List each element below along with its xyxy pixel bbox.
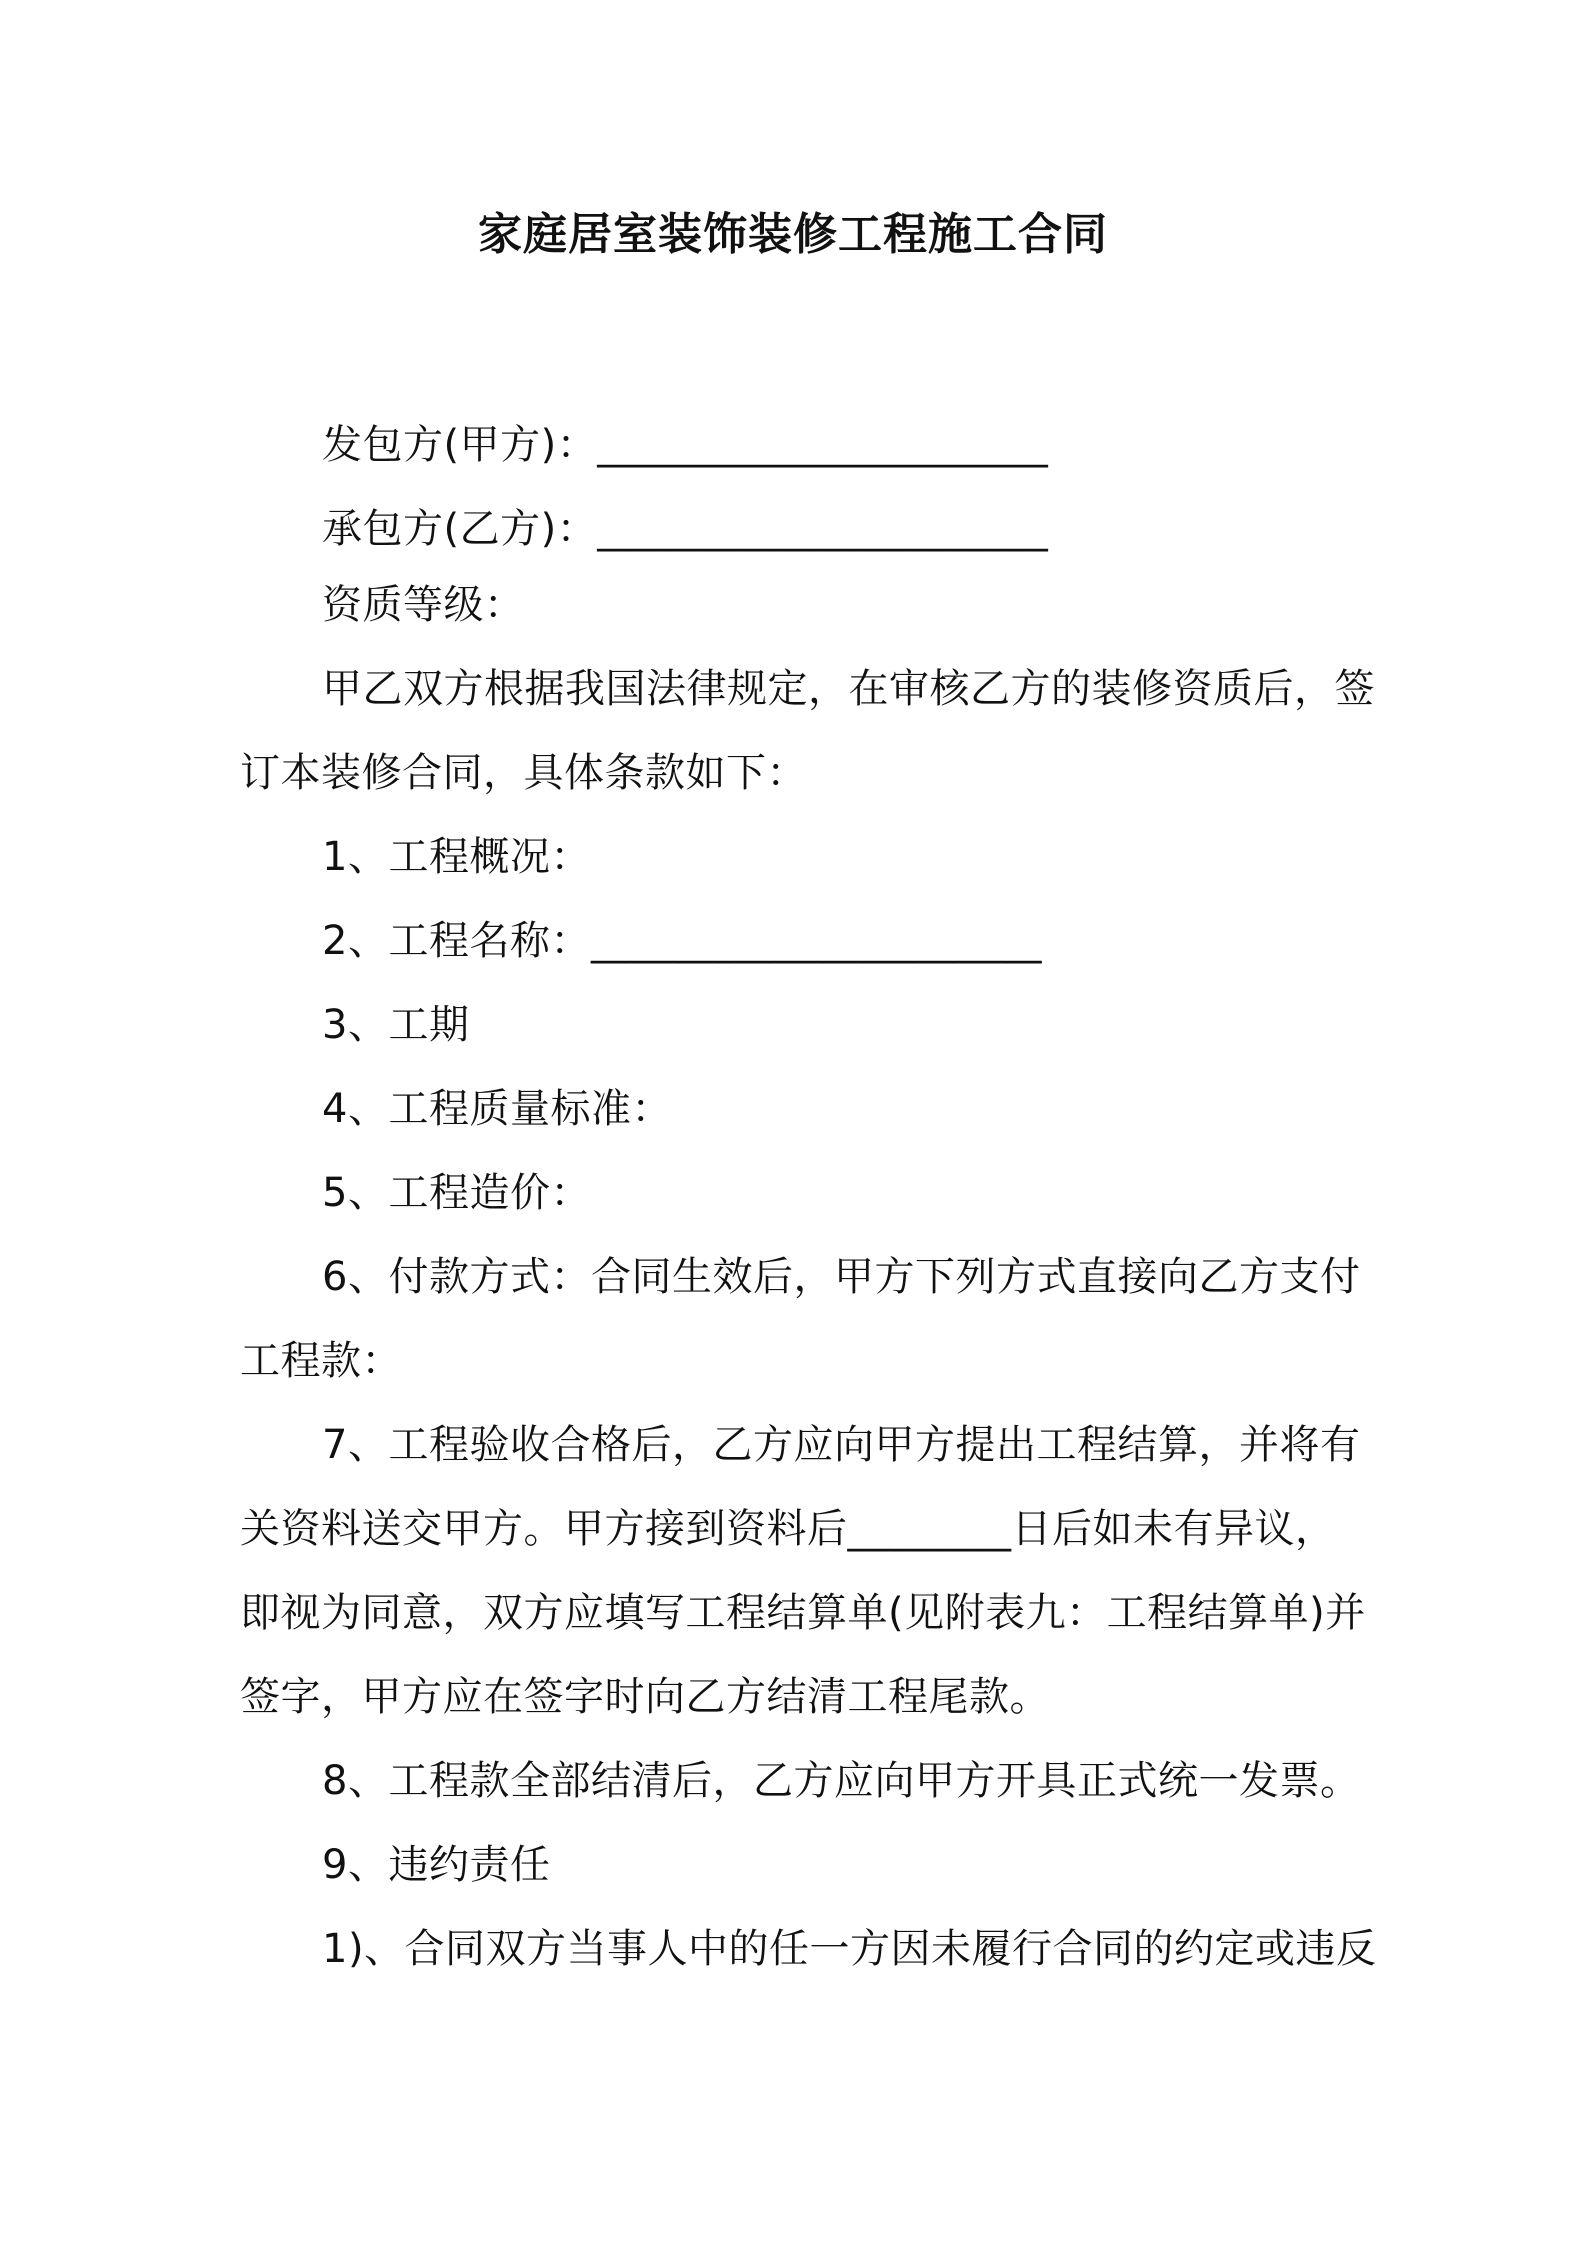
clause-line: 2、工程名称：______________________ (322, 918, 1042, 964)
clause-line: 1)、合同双方当事人中的任一方因未履行合同的约定或违反 (322, 1926, 1377, 1972)
clause-line: 4、工程质量标准： (322, 1086, 672, 1132)
clause-line: 1、工程概况： (322, 834, 591, 880)
clause-line: 6、付款方式：合同生效后，甲方下列方式直接向乙方支付 (322, 1254, 1361, 1300)
clause-line: 7、工程验收合格后，乙方应向甲方提出工程结算，并将有 (322, 1422, 1361, 1468)
clause-line: 8、工程款全部结清后，乙方应向甲方开具正式统一发票。 (322, 1758, 1361, 1804)
clause-line: 工程款： (240, 1338, 402, 1384)
qualification-line: 资质等级： (322, 582, 525, 628)
document-title: 家庭居室装饰装修工程施工合同 (478, 209, 1108, 260)
clause-line: 签字，甲方应在签字时向乙方结清工程尾款。 (240, 1674, 1050, 1720)
party-a-line: 发包方(甲方)：______________________ (322, 422, 1049, 468)
paragraph-line: 甲乙双方根据我国法律规定，在审核乙方的装修资质后，签 (322, 666, 1375, 712)
clause-line: 关资料送交甲方。甲方接到资料后________日后如未有异议， (240, 1506, 1336, 1552)
clause-line: 即视为同意，双方应填写工程结算单(见附表九：工程结算单)并 (240, 1590, 1366, 1636)
clause-line: 3、工期 (322, 1002, 470, 1048)
clause-line: 5、工程造价： (322, 1170, 591, 1216)
paragraph-line: 订本装修合同，具体条款如下： (240, 750, 807, 796)
clause-line: 9、违约责任 (322, 1842, 551, 1888)
party-b-line: 承包方(乙方)：______________________ (322, 506, 1049, 552)
